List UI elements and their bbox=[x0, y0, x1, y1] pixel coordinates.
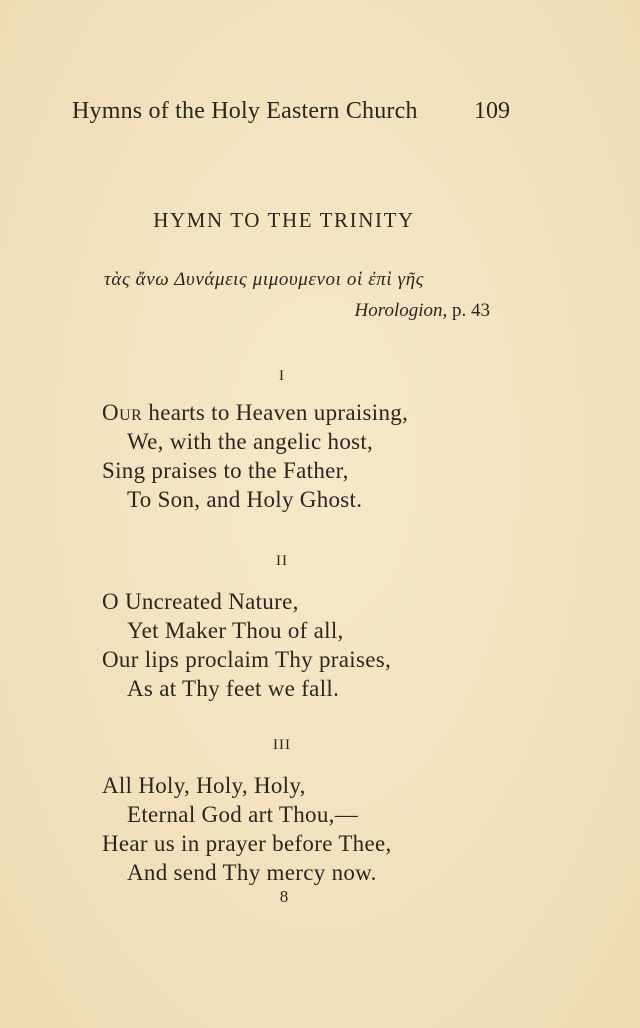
page-number: 109 bbox=[474, 98, 510, 124]
source-citation bbox=[355, 300, 490, 322]
verse-line: Hear us in prayer before Thee, bbox=[102, 831, 392, 856]
stanza-number: I bbox=[279, 368, 285, 384]
greek-epigraph: τὰς ἄνω Δυνάμεις μιμουμενοι οἱ ἐπὶ γῆς bbox=[104, 269, 425, 290]
running-title: Hymns of the Holy Eastern Church bbox=[72, 98, 418, 124]
stanza-number: III bbox=[273, 737, 291, 753]
verse-line bbox=[102, 398, 408, 427]
verse-line: To Son, and Holy Ghost. bbox=[127, 487, 363, 512]
signature-mark: 8 bbox=[279, 887, 289, 906]
drop-word: Our bbox=[102, 400, 143, 425]
verse-line: Sing praises to the Father, bbox=[102, 458, 349, 483]
verse-line: As at Thy feet we fall. bbox=[127, 676, 340, 701]
hymn-title: HYMN TO THE TRINITY bbox=[153, 208, 415, 232]
source-page: p. 43 bbox=[447, 300, 490, 321]
verse-line: Our lips proclaim Thy praises, bbox=[102, 647, 391, 672]
verse-line: Eternal God art Thou,— bbox=[127, 802, 359, 827]
verse-line: And send Thy mercy now. bbox=[127, 860, 377, 885]
verse-text: hearts to Heaven upraising, bbox=[142, 400, 409, 425]
verse-line: O Uncreated Nature, bbox=[102, 589, 299, 614]
source-title: Horologion, bbox=[354, 300, 448, 321]
verse-line: All Holy, Holy, Holy, bbox=[102, 773, 306, 798]
verse-line: Yet Maker Thou of all, bbox=[127, 618, 344, 643]
stanza-number: II bbox=[276, 553, 288, 569]
verse-line: We, with the angelic host, bbox=[127, 429, 374, 454]
